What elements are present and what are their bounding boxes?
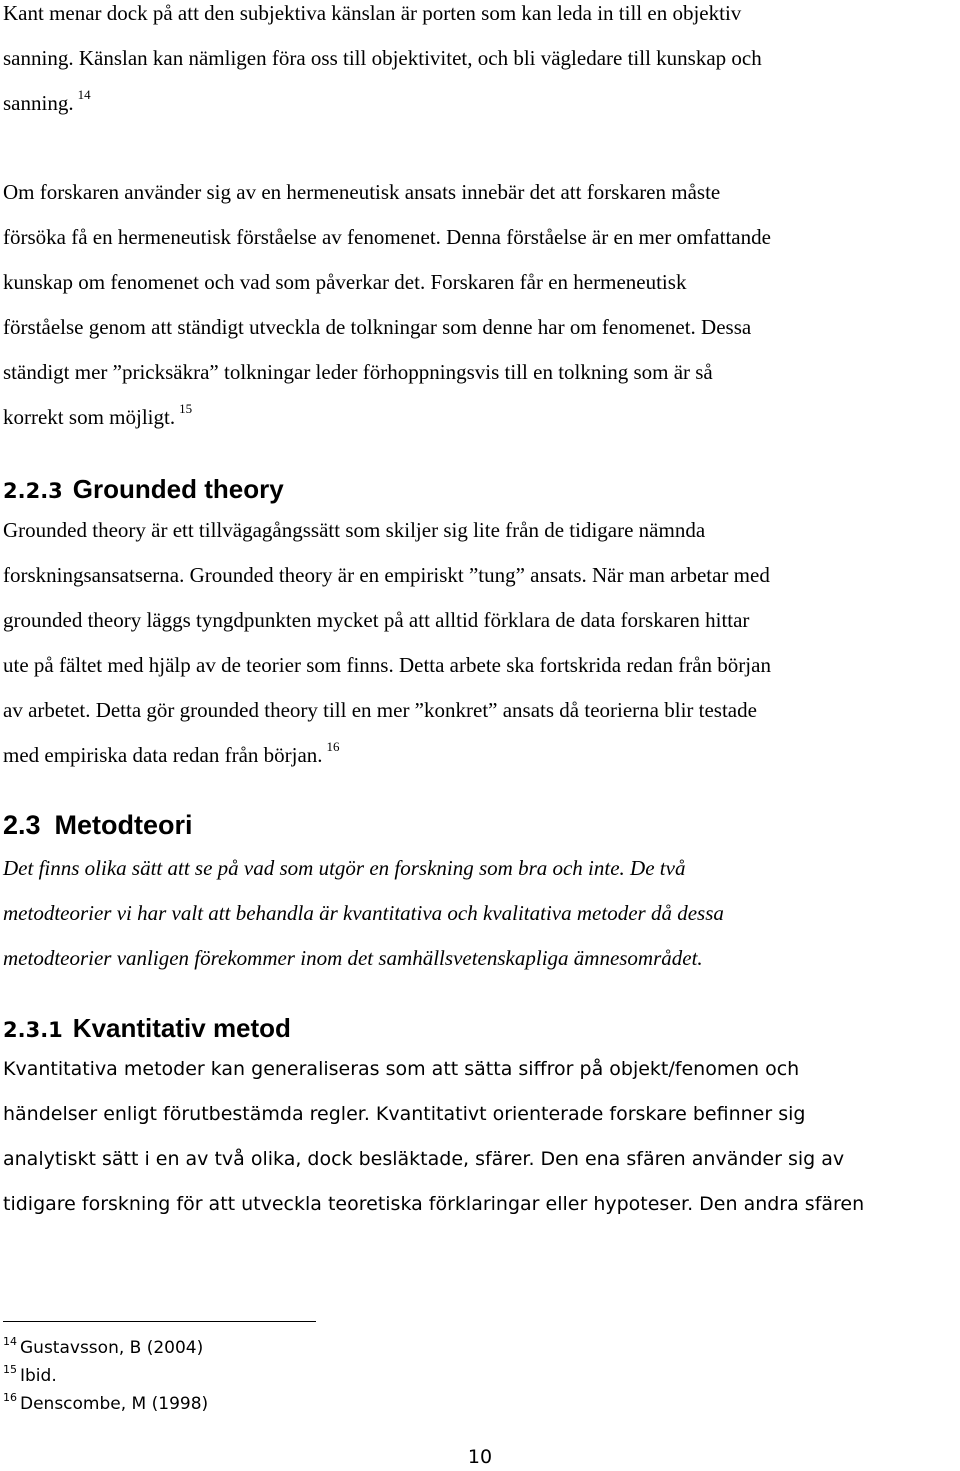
section-number: 2.3.1: [3, 1018, 63, 1042]
footnote-text: Denscombe, M (1998): [20, 1394, 209, 1414]
footnote-number: 16: [3, 1391, 17, 1404]
text-line: tidigare forskning för att utveckla teoretiska förklaringar eller hypoteser. Den andra sfären: [3, 1193, 865, 1215]
text-line-content: sanning.: [3, 91, 74, 115]
footnote-number: 15: [3, 1363, 17, 1376]
section-title: Kvantitativ metod: [72, 1013, 291, 1043]
footnote-number: 14: [3, 1335, 17, 1348]
paragraph-grounded-theory: [3, 508, 959, 778]
text-line: av arbetet. Detta gör grounded theory till en mer ”konkret” ansats då teorierna blir testade: [3, 698, 757, 722]
text-line: försöka få en hermeneutisk förståelse av fenomenet. Denna förståelse är en mer omfattande: [3, 225, 771, 249]
text-line: [3, 395, 959, 440]
text-line: förståelse genom att ständigt utveckla de tolkningar som denne har om fenomenet. Dessa: [3, 315, 752, 339]
text-line: [3, 81, 959, 126]
footnote-16: [3, 1390, 208, 1418]
section-number: 2.3: [3, 810, 41, 840]
footnote-15: [3, 1362, 208, 1390]
paragraph-kant: [3, 0, 959, 126]
text-line: Om forskaren använder sig av en hermeneutisk ansats innebär det att forskaren måste: [3, 180, 721, 204]
text-line: forskningsansatserna. Grounded theory är en empiriskt ”tung” ansats. När man arbetar med: [3, 563, 770, 587]
text-line: ständigt mer ”pricksäkra” tolkningar leder förhoppningsvis till en tolkning som är så: [3, 360, 713, 384]
paragraph-metodteori: [3, 846, 959, 981]
text-line: metodteorier vanligen förekommer inom det samhällsvetenskapliga ämnesområdet.: [3, 946, 703, 970]
text-line: sanning. Känslan kan nämligen föra oss till objektivitet, och bli vägledare till kunskap och: [3, 46, 762, 70]
footnote-ref-15[interactable]: 15: [179, 401, 193, 416]
section-title: Metodteori: [54, 810, 193, 840]
text-line: Grounded theory är ett tillvägagångssätt som skiljer sig lite från de tidigare nämnda: [3, 518, 706, 542]
text-line-content: med empiriska data redan från början.: [3, 743, 323, 767]
section-heading-2-2-3: [3, 474, 284, 505]
footnote-ref-14[interactable]: 14: [77, 87, 91, 102]
text-line: Kant menar dock på att den subjektiva känslan är porten som kan leda in till en objektiv: [3, 1, 742, 25]
text-line: [3, 733, 959, 778]
text-line: metodteorier vi har valt att behandla är kvantitativa och kvalitativa metoder då dessa: [3, 901, 724, 925]
section-number: 2.2.3: [3, 479, 63, 503]
footnote-text: Gustavsson, B (2004): [20, 1338, 204, 1358]
footnote-14: [3, 1334, 208, 1362]
footnote-separator: [3, 1321, 316, 1322]
section-title: Grounded theory: [72, 474, 284, 504]
page-number: 10: [467, 1446, 493, 1468]
text-line: grounded theory läggs tyngdpunkten mycket på att alltid förklara de data forskaren hittar: [3, 608, 750, 632]
section-heading-2-3-1: [3, 1013, 291, 1044]
text-line-content: korrekt som möjligt.: [3, 405, 176, 429]
paragraph-kvantitativ: [3, 1047, 959, 1227]
footnotes: [3, 1334, 208, 1418]
text-line: kunskap om fenomenet och vad som påverkar det. Forskaren får en hermeneutisk: [3, 270, 687, 294]
section-heading-2-3: [3, 810, 193, 841]
text-line: analytiskt sätt i en av två olika, dock besläktade, sfärer. Den ena sfären använder sig av: [3, 1148, 845, 1170]
text-line: ute på fältet med hjälp av de teorier som finns. Detta arbete ska fortskrida redan från början: [3, 653, 771, 677]
text-line: Det finns olika sätt att se på vad som utgör en forskning som bra och inte. De två: [3, 856, 686, 880]
footnote-ref-16[interactable]: 16: [326, 739, 340, 754]
paragraph-hermeneutik: [3, 170, 959, 440]
text-line: Kvantitativa metoder kan generaliseras som att sätta siffror på objekt/fenomen och: [3, 1058, 800, 1080]
footnote-text: Ibid.: [20, 1366, 57, 1386]
text-line: händelser enligt förutbestämda regler. Kvantitativt orienterade forskare befinner sig: [3, 1103, 806, 1125]
